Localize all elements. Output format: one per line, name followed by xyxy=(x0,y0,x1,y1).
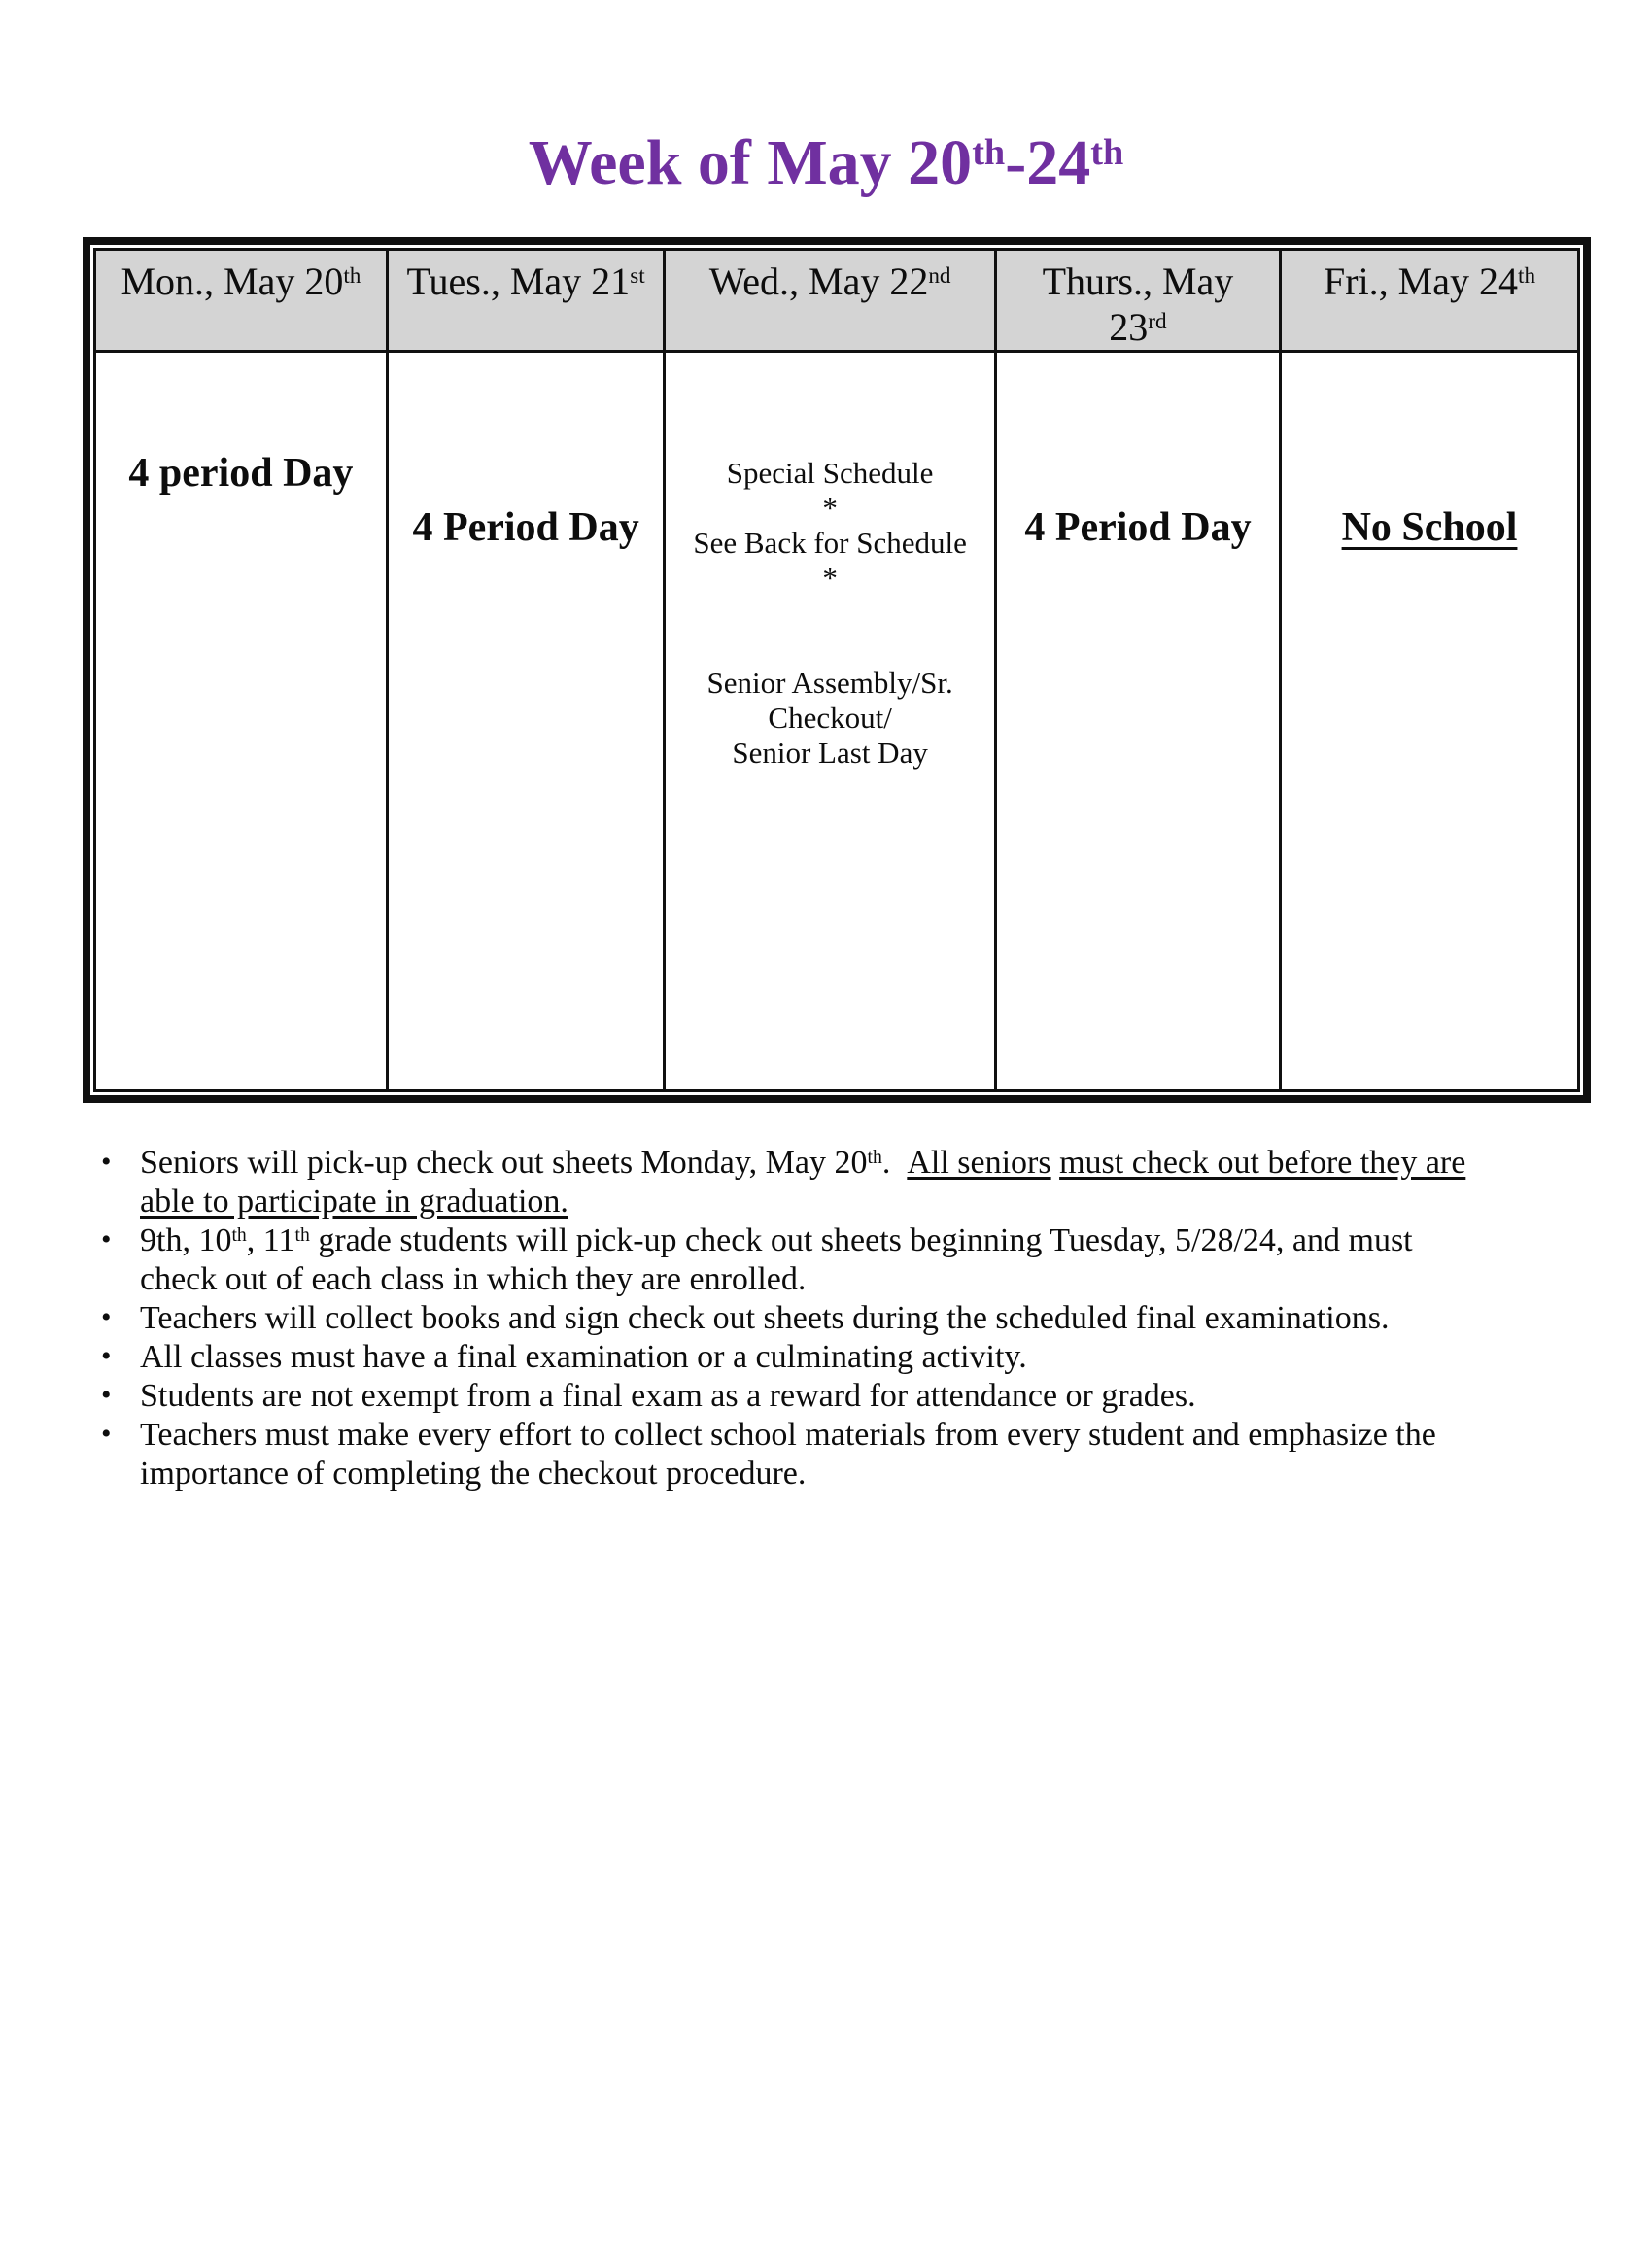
tuesday-schedule-label: 4 Period Day xyxy=(412,505,639,550)
bullet-icon: • xyxy=(101,1223,112,1255)
schedule-table xyxy=(93,248,1580,1092)
wednesday-schedule-line: Senior Assembly/Sr. xyxy=(706,666,953,700)
column-header-tues xyxy=(387,250,665,352)
wednesday-schedule-lines xyxy=(670,456,990,771)
bullet-icon: • xyxy=(101,1340,112,1372)
wednesday-schedule-line: * xyxy=(822,491,838,525)
wednesday-schedule-line xyxy=(670,631,990,666)
note-item xyxy=(97,1338,1469,1377)
note-item-text: Teachers must make every effort to collect school materials from every student and emphasize the importance of completing the checkout procedure. xyxy=(140,1417,1436,1492)
cell-wednesday xyxy=(665,352,996,1091)
wednesday-schedule-line: Checkout/ xyxy=(768,701,892,735)
table-body-row xyxy=(95,352,1579,1091)
note-item-text: 9th, 10th, 11th grade students will pick-up check out sheets beginning Tuesday, 5/28/24, and must check out of each class in which they are enrolled. xyxy=(140,1222,1413,1297)
column-header-fri xyxy=(1281,250,1579,352)
note-item xyxy=(97,1221,1469,1299)
bullet-icon: • xyxy=(101,1418,112,1450)
notes-bullet-list xyxy=(97,1144,1469,1494)
wednesday-schedule-line xyxy=(670,596,990,631)
note-item xyxy=(97,1416,1469,1494)
table-header-row xyxy=(95,250,1579,352)
bullet-icon: • xyxy=(101,1146,112,1178)
column-header-wed xyxy=(665,250,996,352)
wednesday-schedule-line: * xyxy=(822,561,838,595)
cell-thursday xyxy=(995,352,1280,1091)
schedule-table-frame xyxy=(83,237,1591,1103)
column-header-thurs xyxy=(995,250,1280,352)
note-item-text: Seniors will pick-up check out sheets Monday, May 20th. All seniors must check out before they are able to participate in graduation. xyxy=(140,1145,1466,1219)
wednesday-schedule-line: See Back for Schedule xyxy=(693,526,967,560)
column-header-thurs-label: Thurs., May 23rd xyxy=(1042,259,1234,349)
note-item-text: Students are not exempt from a final exam as a reward for attendance or grades. xyxy=(140,1378,1196,1414)
column-header-wed-label: Wed., May 22nd xyxy=(708,259,951,303)
note-item xyxy=(97,1377,1469,1416)
bullet-icon: • xyxy=(101,1379,112,1411)
column-header-fri-label: Fri., May 24th xyxy=(1324,259,1536,303)
note-item-text: All classes must have a final examination or a culminating activity. xyxy=(140,1339,1027,1375)
wednesday-schedule-line: Senior Last Day xyxy=(732,736,928,770)
column-header-tues-label: Tues., May 21st xyxy=(406,259,645,303)
wednesday-schedule-line: Special Schedule xyxy=(726,456,934,490)
cell-monday xyxy=(95,352,388,1091)
note-item-text: Teachers will collect books and sign check out sheets during the scheduled final examinations. xyxy=(140,1300,1390,1336)
column-header-mon-label: Mon., May 20th xyxy=(120,259,361,303)
friday-schedule-label: No School xyxy=(1341,505,1518,550)
note-item xyxy=(97,1299,1469,1338)
cell-tuesday xyxy=(387,352,665,1091)
cell-friday xyxy=(1281,352,1579,1091)
page-title: Week of May 20th-24th xyxy=(528,127,1124,198)
bullet-icon: • xyxy=(101,1301,112,1333)
monday-schedule-label: 4 period Day xyxy=(128,451,354,496)
thursday-schedule-label: 4 Period Day xyxy=(1024,505,1252,550)
column-header-mon xyxy=(95,250,388,352)
note-item xyxy=(97,1144,1469,1221)
